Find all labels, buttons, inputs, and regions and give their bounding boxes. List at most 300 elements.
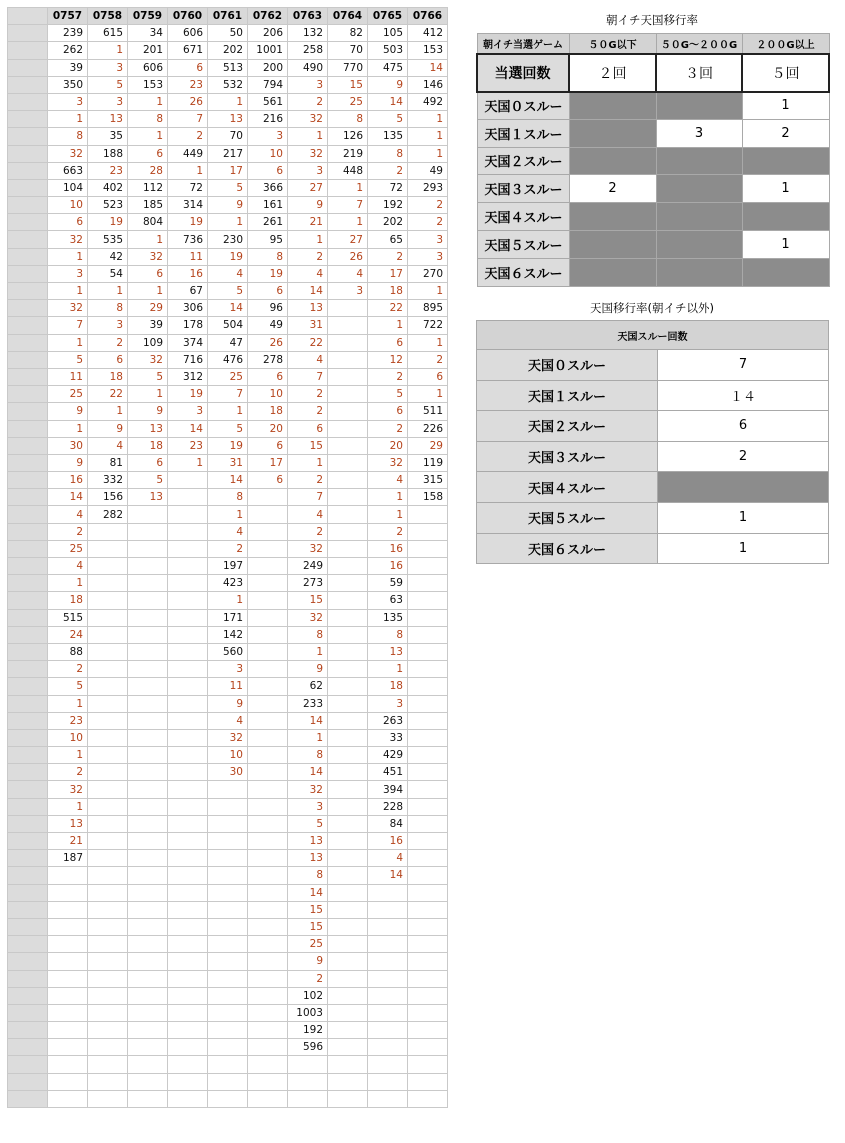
grid-cell: [248, 798, 288, 815]
grid-cell: [328, 540, 368, 557]
grid-cell: 1: [328, 214, 368, 231]
grid-cell: [128, 987, 168, 1004]
grid-cell: 49: [248, 317, 288, 334]
grid-cell: [208, 867, 248, 884]
grid-cell: 1: [128, 128, 168, 145]
grid-row: [8, 283, 448, 300]
grid-cell: [408, 850, 448, 867]
grid-cell: 366: [248, 179, 288, 196]
grid-cell: 59: [368, 575, 408, 592]
grid-cell: 6: [248, 162, 288, 179]
grid-row-index: [8, 334, 48, 351]
grid-cell: [248, 506, 288, 523]
other-row: [477, 472, 829, 503]
grid-cell: 804: [128, 214, 168, 231]
grid-cell: 13: [288, 300, 328, 317]
grid-cell: [288, 1056, 328, 1073]
grid-cell: 228: [368, 798, 408, 815]
grid-row-index: [8, 1073, 48, 1090]
grid-cell: 1: [408, 386, 448, 403]
other-title: 天国移行率(朝イチ以外): [590, 301, 714, 315]
grid-cell: [408, 1004, 448, 1021]
grid-row: [8, 695, 448, 712]
grid-cell: 3: [248, 128, 288, 145]
grid-cell: 249: [288, 558, 328, 575]
grid-cell: [328, 1022, 368, 1039]
grid-cell: 9: [288, 197, 328, 214]
grid-cell: [408, 918, 448, 935]
grid-cell: 32: [288, 540, 328, 557]
grid-cell: 65: [368, 231, 408, 248]
grid-cell: 606: [128, 59, 168, 76]
grid-cell: 1: [208, 506, 248, 523]
grid-cell: 14: [288, 764, 328, 781]
grid-cell: 14: [368, 93, 408, 110]
other-row-label: 天国０スルー: [477, 350, 658, 381]
grid-row: [8, 747, 448, 764]
grid-cell: 6: [368, 334, 408, 351]
grid-cell: 1: [208, 592, 248, 609]
grid-cell: 88: [48, 643, 88, 660]
grid-cell: [328, 695, 368, 712]
other-row-label: 天国５スルー: [477, 502, 658, 533]
grid-col-header: 0760: [168, 8, 208, 25]
grid-row: [8, 850, 448, 867]
grid-cell: 1: [128, 386, 168, 403]
grid-col-header: 0764: [328, 8, 368, 25]
grid-cell: 153: [128, 76, 168, 93]
grid-cell: 16: [368, 558, 408, 575]
grid-cell: [208, 970, 248, 987]
win-count-cell: ５回: [742, 54, 829, 92]
grid-cell: 3: [88, 59, 128, 76]
grid-cell: 15: [328, 76, 368, 93]
grid-cell: [88, 575, 128, 592]
grid-cell: [168, 987, 208, 1004]
grid-cell: [328, 368, 368, 385]
grid-row-index: [8, 437, 48, 454]
grid-cell: [208, 833, 248, 850]
grid-cell: 2: [288, 93, 328, 110]
grid-cell: 2: [368, 368, 408, 385]
grid-cell: 16: [368, 833, 408, 850]
grid-cell: 273: [288, 575, 328, 592]
grid-row: [8, 420, 448, 437]
grid-cell: [248, 523, 288, 540]
grid-cell: [128, 523, 168, 540]
grid-cell: [48, 970, 88, 987]
grid-row: [8, 231, 448, 248]
grid-cell: 32: [208, 729, 248, 746]
grid-cell: 8: [288, 626, 328, 643]
grid-row-index: [8, 575, 48, 592]
grid-cell: 126: [328, 128, 368, 145]
grid-cell: 10: [248, 386, 288, 403]
grid-cell: 1: [408, 111, 448, 128]
grid-cell: 2: [288, 403, 328, 420]
grid-cell: 35: [88, 128, 128, 145]
grid-cell: [368, 884, 408, 901]
morning-cell: [656, 230, 742, 258]
grid-cell: [88, 815, 128, 832]
grid-row-index: [8, 1022, 48, 1039]
grid-row: [8, 472, 448, 489]
grid-cell: [328, 1004, 368, 1021]
grid-cell: 429: [368, 747, 408, 764]
grid-row-index: [8, 815, 48, 832]
morning-cell: [742, 258, 829, 286]
grid-row: [8, 523, 448, 540]
morning-title: 朝イチ天国移行率: [606, 13, 698, 27]
grid-cell: 504: [208, 317, 248, 334]
grid-cell: 10: [48, 729, 88, 746]
grid-row: [8, 1039, 448, 1056]
grid-cell: 32: [288, 111, 328, 128]
grid-cell: 23: [48, 712, 88, 729]
grid-cell: [248, 901, 288, 918]
grid-row-index: [8, 59, 48, 76]
grid-col-header: 0762: [248, 8, 288, 25]
grid-cell: 19: [168, 214, 208, 231]
grid-cell: 2: [208, 540, 248, 557]
grid-cell: 153: [408, 42, 448, 59]
grid-cell: 615: [88, 25, 128, 42]
grid-cell: 30: [48, 437, 88, 454]
grid-row-index: [8, 93, 48, 110]
grid-cell: 7: [288, 489, 328, 506]
grid-cell: 4: [208, 712, 248, 729]
morning-row: [477, 175, 829, 203]
grid-cell: [288, 1073, 328, 1090]
grid-cell: 475: [368, 59, 408, 76]
morning-cell: [569, 230, 656, 258]
other-row-label: 天国３スルー: [477, 441, 658, 472]
grid-row-index: [8, 678, 48, 695]
grid-cell: 34: [128, 25, 168, 42]
grid-cell: 25: [48, 386, 88, 403]
morning-cell: [656, 258, 742, 286]
grid-cell: 206: [248, 25, 288, 42]
grid-cell: [408, 695, 448, 712]
grid-cell: [168, 764, 208, 781]
grid-cell: [328, 901, 368, 918]
grid-cell: [208, 798, 248, 815]
grid-cell: [208, 1056, 248, 1073]
grid-cell: [168, 850, 208, 867]
grid-row: [8, 1073, 448, 1090]
grid-cell: 15: [288, 918, 328, 935]
grid-cell: 476: [208, 351, 248, 368]
grid-row: [8, 437, 448, 454]
grid-cell: [328, 575, 368, 592]
grid-cell: [328, 712, 368, 729]
grid-cell: [328, 833, 368, 850]
grid-cell: 736: [168, 231, 208, 248]
grid-cell: 178: [168, 317, 208, 334]
grid-cell: [88, 987, 128, 1004]
grid-cell: [88, 781, 128, 798]
grid-col-header: 0758: [88, 8, 128, 25]
grid-cell: 7: [168, 111, 208, 128]
grid-cell: 9: [288, 661, 328, 678]
grid-cell: [88, 712, 128, 729]
grid-cell: 19: [208, 248, 248, 265]
grid-cell: 14: [368, 867, 408, 884]
grid-cell: [88, 1073, 128, 1090]
win-count-cell: ２回: [569, 54, 656, 92]
grid-cell: 1003: [288, 1004, 328, 1021]
grid-cell: 1: [288, 729, 328, 746]
grid-cell: 70: [328, 42, 368, 59]
grid-row-index: [8, 747, 48, 764]
grid-cell: 1: [328, 179, 368, 196]
grid-cell: 24: [48, 626, 88, 643]
grid-cell: [88, 609, 128, 626]
grid-cell: 6: [368, 403, 408, 420]
grid-cell: 14: [168, 420, 208, 437]
grid-row-index: [8, 489, 48, 506]
grid-row: [8, 111, 448, 128]
grid-cell: 13: [48, 815, 88, 832]
grid-row-index: [8, 712, 48, 729]
grid-cell: [328, 747, 368, 764]
grid-cell: 1: [88, 42, 128, 59]
grid-cell: [168, 936, 208, 953]
grid-cell: 10: [208, 747, 248, 764]
grid-cell: 1: [128, 231, 168, 248]
grid-cell: 13: [208, 111, 248, 128]
grid-cell: [408, 1056, 448, 1073]
morning-row: [477, 230, 829, 258]
grid-row-index: [8, 798, 48, 815]
grid-cell: 146: [408, 76, 448, 93]
grid-cell: [48, 1039, 88, 1056]
morning-cell: 1: [742, 92, 829, 120]
grid-cell: [88, 901, 128, 918]
grid-cell: [408, 987, 448, 1004]
grid-cell: 606: [168, 25, 208, 42]
grid-cell: 1: [208, 403, 248, 420]
grid-row-index: [8, 661, 48, 678]
grid-cell: 5: [48, 678, 88, 695]
grid-cell: [168, 506, 208, 523]
grid-cell: 14: [408, 59, 448, 76]
grid-cell: 31: [208, 454, 248, 471]
grid-cell: [88, 867, 128, 884]
grid-cell: 2: [408, 214, 448, 231]
grid-cell: 1: [368, 506, 408, 523]
grid-cell: [48, 936, 88, 953]
grid-cell: [168, 1090, 208, 1107]
grid-cell: 18: [368, 283, 408, 300]
grid-cell: [208, 953, 248, 970]
grid-row: [8, 162, 448, 179]
win-count-cell: ３回: [656, 54, 742, 92]
grid-row-index: [8, 128, 48, 145]
grid-cell: 233: [288, 695, 328, 712]
grid-cell: [88, 764, 128, 781]
morning-cell: [742, 147, 829, 175]
grid-cell: [328, 437, 368, 454]
grid-row: [8, 93, 448, 110]
grid-cell: 3: [288, 162, 328, 179]
grid-cell: 11: [168, 248, 208, 265]
grid-cell: [168, 884, 208, 901]
morning-cell: 2: [742, 119, 829, 147]
grid-cell: 25: [288, 936, 328, 953]
grid-cell: 2: [288, 523, 328, 540]
grid-cell: 1: [288, 454, 328, 471]
grid-row: [8, 781, 448, 798]
grid-cell: 39: [48, 59, 88, 76]
grid-cell: 32: [288, 781, 328, 798]
grid-cell: 1: [288, 128, 328, 145]
grid-row: [8, 867, 448, 884]
grid-cell: 2: [88, 334, 128, 351]
grid-row-index: [8, 953, 48, 970]
grid-cell: 1: [48, 747, 88, 764]
grid-cell: 1: [208, 214, 248, 231]
grid-cell: [168, 678, 208, 695]
grid-cell: [48, 867, 88, 884]
grid-row: [8, 643, 448, 660]
grid-cell: [128, 1090, 168, 1107]
grid-cell: [168, 815, 208, 832]
grid-cell: [88, 592, 128, 609]
grid-cell: [248, 643, 288, 660]
grid-cell: [88, 729, 128, 746]
morning-row: [477, 147, 829, 175]
grid-cell: 2: [48, 661, 88, 678]
grid-cell: 412: [408, 25, 448, 42]
grid-cell: [248, 661, 288, 678]
grid-cell: [368, 901, 408, 918]
grid-cell: [288, 1090, 328, 1107]
grid-cell: 20: [248, 420, 288, 437]
grid-row: [8, 798, 448, 815]
grid-cell: [328, 918, 368, 935]
grid-row-index: [8, 867, 48, 884]
grid-cell: 17: [208, 162, 248, 179]
grid-row: [8, 214, 448, 231]
grid-row-index: [8, 987, 48, 1004]
grid-cell: [168, 661, 208, 678]
grid-cell: [168, 712, 208, 729]
grid-cell: 5: [48, 351, 88, 368]
grid-cell: [128, 592, 168, 609]
grid-cell: [168, 558, 208, 575]
grid-cell: [408, 815, 448, 832]
morning-row-label: 天国１スルー: [477, 119, 569, 147]
morning-cell: 1: [742, 175, 829, 203]
grid-cell: 187: [48, 850, 88, 867]
grid-cell: [408, 1090, 448, 1107]
grid-row: [8, 179, 448, 196]
grid-cell: 4: [288, 265, 328, 282]
grid-cell: [208, 1022, 248, 1039]
grid-row: [8, 901, 448, 918]
grid-cell: 22: [368, 300, 408, 317]
grid-cell: [248, 1090, 288, 1107]
grid-cell: 135: [368, 609, 408, 626]
grid-cell: 1: [408, 334, 448, 351]
grid-cell: 1: [408, 145, 448, 162]
morning-header-row: [477, 34, 829, 54]
grid-cell: 9: [48, 403, 88, 420]
other-cell: 1: [658, 533, 829, 564]
grid-cell: 560: [208, 643, 248, 660]
grid-cell: 6: [248, 283, 288, 300]
grid-cell: [128, 918, 168, 935]
grid-cell: 119: [408, 454, 448, 471]
grid-cell: [248, 833, 288, 850]
grid-cell: 1: [48, 283, 88, 300]
grid-cell: 315: [408, 472, 448, 489]
grid-cell: 32: [128, 351, 168, 368]
grid-cell: 15: [288, 437, 328, 454]
grid-cell: 7: [328, 197, 368, 214]
grid-cell: [248, 884, 288, 901]
grid-cell: [168, 953, 208, 970]
grid-row-index: [8, 1090, 48, 1107]
grid-cell: [48, 1056, 88, 1073]
grid-cell: 31: [288, 317, 328, 334]
grid-cell: 6: [48, 214, 88, 231]
grid-cell: 105: [368, 25, 408, 42]
grid-row-index: [8, 609, 48, 626]
grid-cell: 374: [168, 334, 208, 351]
grid-row-index: [8, 626, 48, 643]
grid-cell: [48, 987, 88, 1004]
grid-cell: [328, 764, 368, 781]
grid-cell: 5: [128, 472, 168, 489]
other-row: [477, 441, 829, 472]
grid-cell: 9: [368, 76, 408, 93]
grid-cell: 423: [208, 575, 248, 592]
grid-cell: [408, 970, 448, 987]
grid-row-index: [8, 1056, 48, 1073]
grid-cell: 14: [288, 283, 328, 300]
grid-cell: 262: [48, 42, 88, 59]
grid-cell: [248, 678, 288, 695]
grid-row-index: [8, 197, 48, 214]
grid-cell: [328, 454, 368, 471]
grid-row-index: [8, 317, 48, 334]
grid-cell: 18: [248, 403, 288, 420]
grid-cell: [128, 850, 168, 867]
grid-cell: 13: [288, 833, 328, 850]
grid-cell: [408, 712, 448, 729]
grid-cell: [168, 489, 208, 506]
grid-cell: [328, 643, 368, 660]
grid-row-index: [8, 558, 48, 575]
grid-row: [8, 712, 448, 729]
grid-row: [8, 454, 448, 471]
grid-cell: [408, 558, 448, 575]
grid-cell: 9: [88, 420, 128, 437]
other-cell: 2: [658, 441, 829, 472]
grid-cell: 11: [48, 368, 88, 385]
grid-cell: 21: [48, 833, 88, 850]
grid-cell: [408, 1022, 448, 1039]
grid-cell: 95: [248, 231, 288, 248]
grid-cell: 156: [88, 489, 128, 506]
grid-cell: 15: [288, 901, 328, 918]
grid-row: [8, 42, 448, 59]
other-row: [477, 380, 829, 411]
grid-row-index: [8, 523, 48, 540]
grid-cell: [408, 833, 448, 850]
